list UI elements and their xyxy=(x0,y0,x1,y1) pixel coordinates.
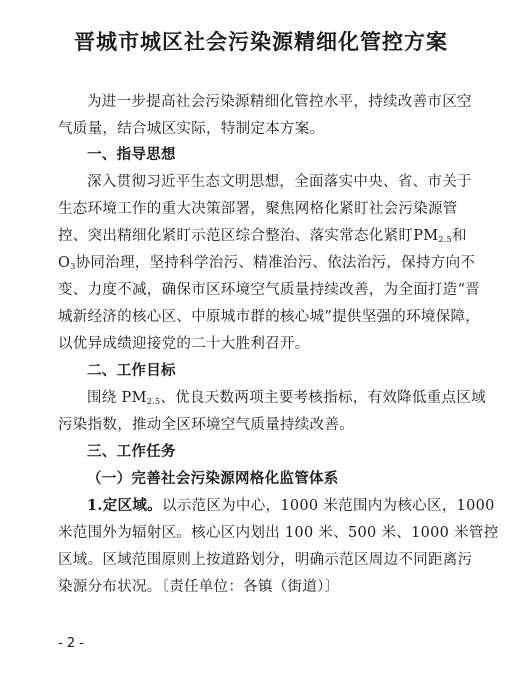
section1-line-3-text: 控、突出精细化紧盯示范区综合整治、落实常态化紧盯PM xyxy=(58,228,439,244)
section1-line-3 xyxy=(58,224,478,245)
item1-line-1-text: 以示范区为中心，1000 米范围内为核心区，1000 xyxy=(161,498,495,514)
section1-line-7: 以优异成绩迎接党的二十大胜利召开。 xyxy=(58,336,310,352)
section2-line-2: 污染指数，推动全区环境空气质量持续改善。 xyxy=(58,417,354,433)
document-title: 晋城市城区社会污染源精细化管控方案 xyxy=(74,29,448,54)
section1-line-6: 城新经济的核心区、中原城市群的核心城”提供坚强的环境保障， xyxy=(58,309,481,325)
section1-line-1: 深入贯彻习近平生态文明思想，全面落实中央、省、市关于 xyxy=(87,174,472,190)
section2-line-1 xyxy=(87,386,507,407)
section-heading-work-tasks: 三、工作任务 xyxy=(87,444,176,460)
section-heading-guiding-thought: 一、指导思想 xyxy=(87,147,176,163)
section-heading-work-goals: 二、工作目标 xyxy=(87,363,176,379)
item1-line-3: 区域。区域范围原则上按道路划分，明确示范区周边不同距离污 xyxy=(58,552,473,568)
item1-label: 1.定区域。 xyxy=(87,497,162,514)
section1-line-4-text: 协同治理，坚持科学治污、精准治污、依法治污，保持方向不 xyxy=(75,255,476,271)
section1-line-4 xyxy=(58,251,478,272)
page-number: - 2 - xyxy=(58,636,84,651)
section2-line-1b: 、优良天数两项主要考核指标，有效降低重点区域 xyxy=(160,390,486,406)
item1-line-1 xyxy=(87,494,507,515)
section1-line-2: 生态环境工作的重大决策部署，聚焦网格化紧盯社会污染源管 xyxy=(58,201,458,217)
section1-line-5: 变、力度不减，确保市区环境空气质量持续改善，为全面打造“晋 xyxy=(58,282,481,298)
pm-tail: 和 xyxy=(452,228,467,244)
pm-subscript: 2.5 xyxy=(438,235,453,244)
item1-line-4: 染源分布状况。〔责任单位：各镇（街道）〕 xyxy=(58,579,340,595)
subsection-heading: （一）完善社会污染源网格化监管体系 xyxy=(87,470,339,487)
pm25-subscript: 2.5 xyxy=(146,397,161,406)
o3-main: O xyxy=(58,255,71,271)
section2-line-1a: 围绕 PM xyxy=(87,390,147,406)
intro-line-1: 为进一步提高社会污染源精细化管控水平，持续改善市区空 xyxy=(87,94,472,110)
o3-subscript: 3 xyxy=(70,262,76,271)
item1-line-2: 米范围外为辐射区。核心区内划出 100 米、500 米、1000 米管控 xyxy=(58,525,499,541)
intro-line-2: 气质量，结合城区实际，特制定本方案。 xyxy=(58,121,325,137)
